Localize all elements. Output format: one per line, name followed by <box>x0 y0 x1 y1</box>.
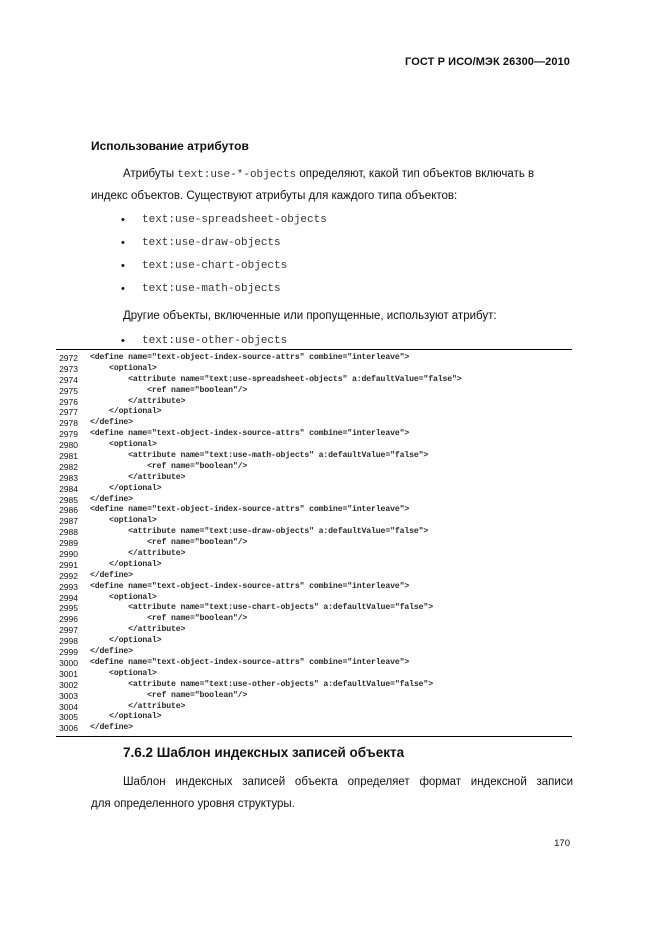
code-line <box>56 593 572 604</box>
line-number: 3006 <box>59 723 78 734</box>
code-text: <attribute name="text:use-spreadsheet-objects" a:defaultValue="false"> <box>90 374 462 384</box>
line-number: 2973 <box>59 363 78 374</box>
code-text: <define name="text-object-index-source-attrs" combine="interleave"> <box>90 429 410 439</box>
line-number: 2988 <box>59 527 78 538</box>
line-number: 2996 <box>59 614 78 625</box>
bullet-icon: • <box>121 283 125 295</box>
line-number: 2974 <box>59 374 78 385</box>
code-line <box>56 712 572 723</box>
line-number: 2972 <box>59 353 78 363</box>
code-text: <attribute name="text:use-other-objects" a:defaultValue="false"> <box>90 679 433 689</box>
code-line <box>56 407 572 418</box>
standard-header: ГОСТ Р ИСО/МЭК 26300—2010 <box>405 56 570 68</box>
code-text: <define name="text-object-index-source-attrs" combine="interleave"> <box>90 353 410 362</box>
line-number: 2999 <box>59 647 78 658</box>
bullet-icon: • <box>121 214 125 226</box>
code-text: </define> <box>90 570 133 580</box>
code-listing <box>56 349 572 737</box>
intro-suffix: определяют, какой тип объектов включать в <box>296 168 535 180</box>
bullet-text: text:use-math-objects <box>142 283 281 295</box>
intro-paragraph-line1 <box>123 167 534 182</box>
code-line <box>56 680 572 691</box>
line-number: 3003 <box>59 690 78 701</box>
other-objects-paragraph: Другие объекты, включенные или пропущенные, используют атрибут: <box>123 310 497 322</box>
line-number: 3005 <box>59 712 78 723</box>
code-line <box>56 505 572 516</box>
code-line <box>56 429 572 440</box>
code-line <box>56 582 572 593</box>
code-text: <define name="text-object-index-source-attrs" combine="interleave"> <box>90 581 410 591</box>
code-text: <attribute name="text:use-math-objects" a:defaultValue="false"> <box>90 451 429 461</box>
code-text: </optional> <box>90 483 162 493</box>
line-number: 2981 <box>59 451 78 462</box>
subsection-heading: 7.6.2 Шаблон индексных записей объекта <box>123 745 405 760</box>
code-text: <optional> <box>90 440 157 450</box>
line-number: 2989 <box>59 538 78 549</box>
code-text: <ref name="boolean"/> <box>90 461 248 471</box>
line-number: 2994 <box>59 592 78 603</box>
code-text: </attribute> <box>90 396 186 406</box>
code-line <box>56 484 572 495</box>
code-line <box>56 625 572 636</box>
line-number: 2984 <box>59 483 78 494</box>
code-line <box>56 571 572 582</box>
code-text: </attribute> <box>90 625 186 635</box>
code-text: </attribute> <box>90 472 186 482</box>
code-text: </define> <box>90 723 133 733</box>
line-number: 2998 <box>59 636 78 647</box>
code-line <box>56 451 572 462</box>
subsection-paragraph-line1: Шаблон индексных записей объекта определяет формат индексной записи <box>123 776 573 788</box>
line-number: 2978 <box>59 418 78 429</box>
line-number: 3001 <box>59 668 78 679</box>
line-number: 2987 <box>59 516 78 527</box>
code-line <box>56 723 572 734</box>
code-text: <ref name="boolean"/> <box>90 538 248 548</box>
line-number: 2995 <box>59 603 78 614</box>
bullet-text: text:use-other-objects <box>142 335 288 347</box>
line-number: 3004 <box>59 701 78 712</box>
line-number: 2982 <box>59 461 78 472</box>
page-number: 170 <box>554 838 570 849</box>
code-line <box>56 418 572 429</box>
bullet-icon: • <box>121 335 125 347</box>
bullet-text: text:use-spreadsheet-objects <box>142 214 327 226</box>
code-text: </optional> <box>90 636 162 646</box>
code-line <box>56 516 572 527</box>
code-text: <attribute name="text:use-draw-objects" a:defaultValue="false"> <box>90 527 429 537</box>
code-line <box>56 495 572 506</box>
code-line <box>56 353 572 364</box>
line-number: 2993 <box>59 581 78 592</box>
code-text: </define> <box>90 494 133 504</box>
bullet-icon: • <box>121 237 125 249</box>
code-line <box>56 691 572 702</box>
code-line <box>56 614 572 625</box>
code-text: </attribute> <box>90 549 186 559</box>
line-number: 2992 <box>59 570 78 581</box>
code-text: <ref name="boolean"/> <box>90 614 248 624</box>
intro-prefix: Атрибуты <box>123 168 178 180</box>
code-line <box>56 440 572 451</box>
code-text: </optional> <box>90 712 162 722</box>
line-number: 2976 <box>59 396 78 407</box>
code-text: <optional> <box>90 363 157 373</box>
code-text: </optional> <box>90 559 162 569</box>
code-text: </optional> <box>90 407 162 417</box>
line-number: 2983 <box>59 472 78 483</box>
code-line <box>56 669 572 680</box>
code-text: <ref name="boolean"/> <box>90 690 248 700</box>
section-heading: Использование атрибутов <box>91 139 249 153</box>
code-text: <optional> <box>90 668 157 678</box>
intro-code: text:use-*-objects <box>177 169 297 181</box>
bullet-text: text:use-chart-objects <box>142 260 288 272</box>
code-line <box>56 702 572 713</box>
line-number: 2980 <box>59 440 78 451</box>
code-line <box>56 462 572 473</box>
code-line <box>56 647 572 658</box>
line-number: 2979 <box>59 429 78 440</box>
subsection-paragraph-line2: для определенного уровня структуры. <box>91 798 295 810</box>
code-line <box>56 397 572 408</box>
code-line <box>56 549 572 560</box>
line-number: 3000 <box>59 657 78 668</box>
code-line <box>56 658 572 669</box>
code-text: <define name="text-object-index-source-attrs" combine="interleave"> <box>90 657 410 667</box>
code-line <box>56 386 572 397</box>
code-line <box>56 375 572 386</box>
line-number: 2985 <box>59 494 78 505</box>
line-number: 2990 <box>59 549 78 560</box>
line-number: 2997 <box>59 625 78 636</box>
code-line <box>56 538 572 549</box>
code-line <box>56 473 572 484</box>
bullet-icon: • <box>121 260 125 272</box>
code-text: </define> <box>90 647 133 657</box>
bullet-text: text:use-draw-objects <box>142 237 281 249</box>
code-line <box>56 364 572 375</box>
code-line <box>56 636 572 647</box>
code-text: <attribute name="text:use-chart-objects" a:defaultValue="false"> <box>90 603 433 613</box>
line-number: 2977 <box>59 407 78 418</box>
code-text: </attribute> <box>90 701 186 711</box>
intro-paragraph-line2: индекс объектов. Существуют атрибуты для каждого типа объектов: <box>91 190 458 202</box>
line-number: 3002 <box>59 679 78 690</box>
code-text: <ref name="boolean"/> <box>90 385 248 395</box>
code-line <box>56 560 572 571</box>
line-number: 2975 <box>59 385 78 396</box>
code-line <box>56 527 572 538</box>
code-text: </define> <box>90 418 133 428</box>
line-number: 2991 <box>59 559 78 570</box>
code-text: <define name="text-object-index-source-attrs" combine="interleave"> <box>90 505 410 515</box>
code-line <box>56 603 572 614</box>
code-text: <optional> <box>90 516 157 526</box>
line-number: 2986 <box>59 505 78 516</box>
code-text: <optional> <box>90 592 157 602</box>
